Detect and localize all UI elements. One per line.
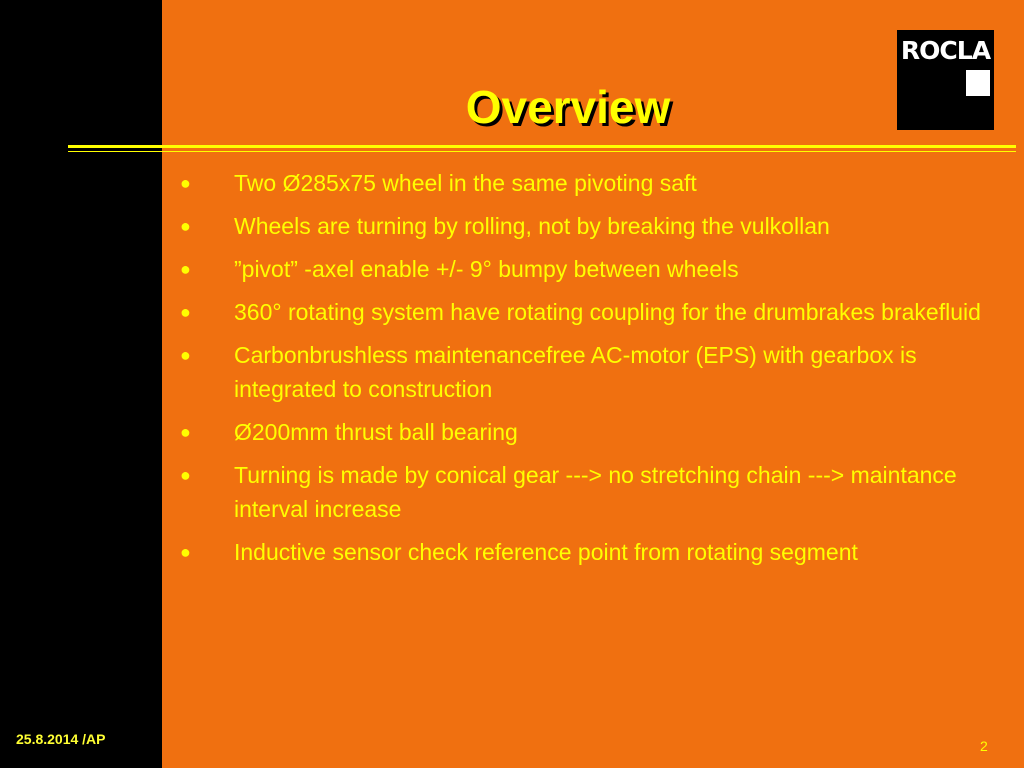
bullet-item bbox=[178, 535, 1018, 569]
bullet-dot-icon: ● bbox=[180, 542, 191, 562]
bullet-text: Turning is made by conical gear ---> no stretching chain ---> maintance interval increase bbox=[234, 462, 957, 522]
bullet-text: Inductive sensor check reference point from rotating segment bbox=[234, 539, 858, 565]
page-number: 2 bbox=[980, 738, 988, 754]
slide-title: Overview bbox=[465, 81, 671, 133]
bullet-item bbox=[178, 209, 1018, 243]
rocla-logo bbox=[897, 30, 994, 130]
bullet-text: ”pivot” -axel enable +/- 9° bumpy between wheels bbox=[234, 256, 739, 282]
bullet-text: Carbonbrushless maintenancefree AC-motor (EPS) with gearbox is integrated to construction bbox=[234, 342, 917, 402]
bullet-dot-icon: ● bbox=[180, 345, 191, 365]
bullet-item bbox=[178, 295, 1018, 329]
bullet-dot-icon: ● bbox=[180, 173, 191, 193]
bullet-dot-icon: ● bbox=[180, 422, 191, 442]
bullet-item bbox=[178, 166, 1018, 200]
title-divider-thin bbox=[68, 151, 1016, 152]
bullet-dot-icon: ● bbox=[180, 216, 191, 236]
bullet-text: Wheels are turning by rolling, not by breaking the vulkollan bbox=[234, 213, 830, 239]
bullet-dot-icon: ● bbox=[180, 259, 191, 279]
bullet-item bbox=[178, 415, 1018, 449]
bullet-item bbox=[178, 252, 1018, 286]
left-sidebar bbox=[0, 0, 162, 768]
bullet-text: Two Ø285x75 wheel in the same pivoting saft bbox=[234, 170, 697, 196]
bullet-list bbox=[178, 166, 1018, 578]
logo-text: ROCLA bbox=[900, 36, 991, 65]
title-divider-thick bbox=[68, 145, 1016, 148]
bullet-text: 360° rotating system have rotating coupling for the drumbrakes brakefluid bbox=[234, 299, 981, 325]
footer-date: 25.8.2014 /AP bbox=[16, 731, 106, 747]
bullet-dot-icon: ● bbox=[180, 465, 191, 485]
bullet-item bbox=[178, 458, 1018, 526]
logo-square-icon bbox=[966, 70, 990, 96]
bullet-item bbox=[178, 338, 1018, 406]
bullet-text: Ø200mm thrust ball bearing bbox=[234, 419, 518, 445]
bullet-dot-icon: ● bbox=[180, 302, 191, 322]
